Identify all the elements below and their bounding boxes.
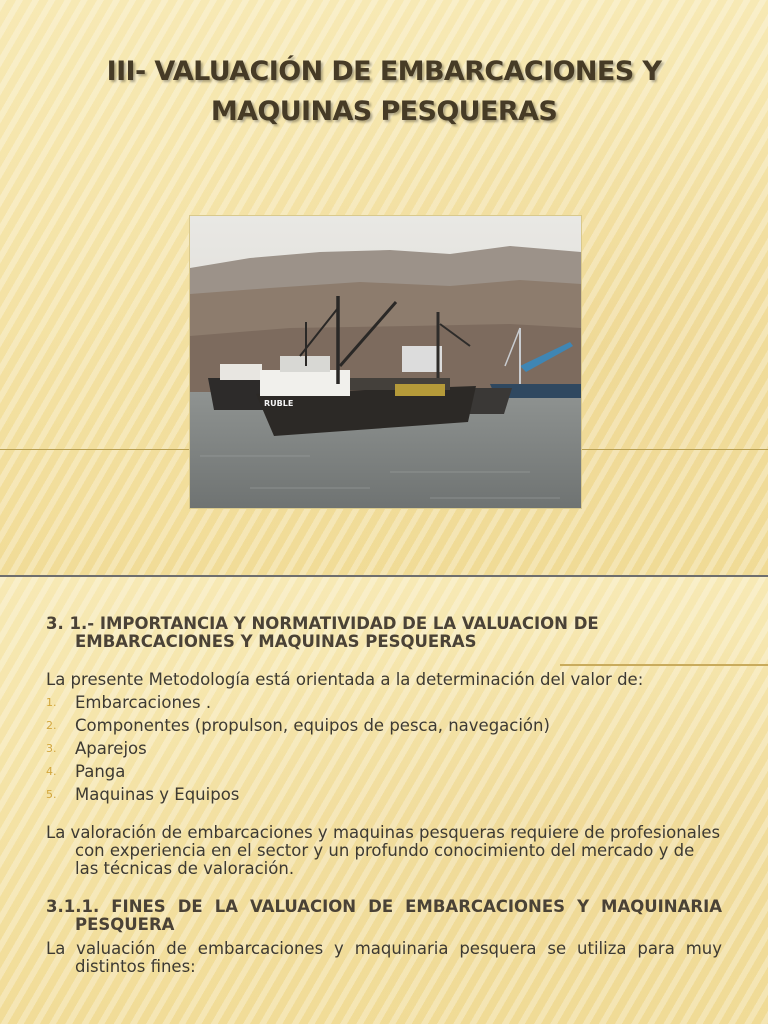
list-item xyxy=(46,737,722,760)
list-item xyxy=(46,714,722,737)
list-item-number: 3. xyxy=(46,742,57,755)
valuation-items-list xyxy=(46,691,722,806)
intro-paragraph: La presente Metodología está orientada a la determinación del valor de: xyxy=(46,670,644,689)
list-item-number: 4. xyxy=(46,765,57,778)
list-item xyxy=(46,760,722,783)
experience-paragraph: La valoración de embarcaciones y maquinas pesqueras requiere de profesionales con experiencia en el sector y un profundo conocimiento del mercado y de las técnicas de valoración. xyxy=(46,823,721,878)
list-item xyxy=(46,691,722,714)
purposes-paragraph: La valuación de embarcaciones y maquinaria pesquera se utiliza para muy distintos fines: xyxy=(46,939,722,976)
list-item-label: Maquinas y Equipos xyxy=(75,785,240,804)
list-item-number: 1. xyxy=(46,696,57,709)
list-item-label: Panga xyxy=(75,762,126,781)
list-item xyxy=(46,783,722,806)
slide-2 xyxy=(0,577,768,1024)
section-heading-3-1: 3. 1.- IMPORTANCIA Y NORMATIVIDAD DE LA VALUACION DE EMBARCACIONES Y MAQUINAS PESQUERAS xyxy=(46,614,599,651)
divider-left xyxy=(0,449,190,450)
divider-right xyxy=(581,449,768,450)
list-item-label: Aparejos xyxy=(75,739,147,758)
slide-2-content xyxy=(46,615,722,976)
list-item-label: Componentes (propulson, equipos de pesca, navegación) xyxy=(75,716,550,735)
list-item-number: 2. xyxy=(46,719,57,732)
boat-name-label: RUBLE xyxy=(264,399,294,408)
section-heading-3-1-1: 3.1.1. FINES DE LA VALUACION DE EMBARCACIONES Y MAQUINARIA PESQUERA xyxy=(46,897,722,934)
slide-title-line-2: MAQUINAS PESQUERAS xyxy=(210,96,558,127)
list-item-label: Embarcaciones . xyxy=(75,693,212,712)
slide-title-line-1: III- VALUACIÓN DE EMBARCACIONES Y xyxy=(106,56,662,87)
list-item-number: 5. xyxy=(46,788,57,801)
fishing-boats-photo xyxy=(190,216,581,508)
slide-title xyxy=(0,52,768,132)
